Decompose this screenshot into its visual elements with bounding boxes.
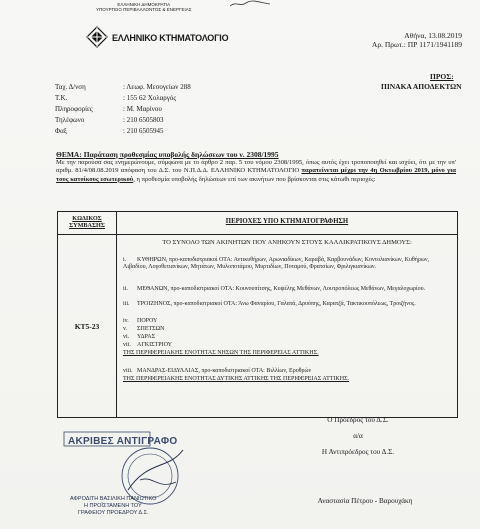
list-item: [123, 286, 453, 293]
list-item: [123, 318, 453, 325]
contact-key: Φαξ: [55, 127, 67, 135]
list-item: [123, 342, 453, 349]
contact-value: : 210 6505803: [123, 116, 164, 124]
areas-cell: [117, 235, 457, 417]
item-text: ΠΟΡΟΥ: [137, 318, 158, 324]
item-number: iv.: [123, 318, 129, 324]
contact-key: Τηλέφωνο: [55, 116, 85, 124]
signer-name: Αναστασία Πέτρου - Βαρουχάκη: [317, 497, 413, 505]
item-number: ii.: [123, 286, 128, 292]
contact-row: [55, 115, 191, 126]
list-item: [123, 334, 453, 341]
contract-code-cell: ΚΤ5-23: [58, 235, 117, 417]
table-row: [58, 235, 457, 417]
organization-name: ΕΛΛΗΝΙΚΟ ΚΤΗΜΑΤΟΛΟΓΙΟ: [112, 33, 229, 43]
contact-row: [55, 93, 191, 104]
contact-key: Πληροφορίες: [55, 105, 93, 113]
signer-title: Ο Πρόεδρος του Δ.Σ.: [327, 416, 389, 424]
signer-on-behalf: α/α: [353, 432, 363, 440]
header-areas: ΠΕΡΙΟΧΕΣ ΥΠΟ ΚΤΗΜΑΤΟΓΡΑΦΗΣΗ: [225, 218, 349, 225]
west-attica-regional-unit: ΤΗΣ ΠΕΡΙΦΕΡΕΙΑΚΗΣ ΕΝΟΤΗΤΑΣ ΔΥΤΙΚΗΣ ΑΤΤΙΚΗΣ ΤΗΣ ΠΕΡΙΦΕΡΕΙΑΣ ΑΤΤΙΚΗΣ.: [123, 376, 350, 382]
contact-value: : Λεωφ. Μεσογείων 288: [123, 83, 191, 91]
list-item: [123, 368, 453, 375]
contact-row: [55, 104, 191, 115]
protocol-number: Αρ. Πρωτ.: ΠΡ 1171/1941189: [371, 40, 462, 49]
stamp-office: ΓΡΑΦΕΙΟΥ ΠΡΟΕΔΡΟΥ Δ.Σ.: [78, 510, 149, 516]
body-text-part2: , η προθεσμία υποβολής δηλώσεων επί των ακινήτων που βρίσκονται στις κάτωθι περιοχές:: [133, 175, 376, 183]
stamp-name: ΑΦΡΟΔΙΤΗ ΒΑΣΙΛΙΚΗ ΠΑΝΙΩΤΙΚΟ: [70, 496, 157, 502]
recipients-value: ΠΙΝΑΚΑ ΑΠΟΔΕΚΤΩΝ: [381, 82, 462, 91]
item-text: ΣΠΕΤΣΩΝ: [137, 326, 165, 332]
item-number: iii.: [123, 301, 130, 307]
islands-regional-unit: ΤΗΣ ΠΕΡΙΦΕΡΕΙΑΚΗΣ ΕΝΟΤΗΤΑΣ ΝΗΣΩΝ ΤΗΣ ΠΕΡΙΦΕΡΕΙΑΣ ΑΤΤΙΚΗΣ.: [123, 350, 319, 356]
top-caption: [96, 2, 191, 12]
date-protocol-block: [362, 31, 462, 49]
recipients-label: ΠΡΟΣ:: [430, 72, 454, 81]
list-item: [123, 301, 453, 308]
ministry-caption: ΥΠΟΥΡΓΕΙΟ ΠΕΡΙΒΑΛΛΟΝΤΟΣ & ΕΝΕΡΓΕΙΑΣ: [96, 7, 192, 12]
stamp-role: Η ΠΡΟΪΣΤΑΜΕΝΗ ΤΟΥ: [84, 503, 142, 509]
areas-intro: ΤΟ ΣΥΝΟΛΟ ΤΩΝ ΑΚΙΝΗΤΩΝ ΠΟΥ ΑΝΗΚΟΥΝ ΣΤΟΥΣ ΚΑΛΛΙΚΡΑΤΙΚΟΥΣ ΔΗΜΟΥΣ:: [162, 239, 412, 246]
item-text: ΥΔΡΑΣ: [137, 334, 156, 340]
top-signature-scribble: [230, 0, 270, 8]
contact-row: [55, 82, 191, 93]
contact-key: Ταχ. Δ/νση: [55, 83, 86, 91]
contact-value: : 155 62 Χολαργός: [123, 94, 177, 102]
item-text: ΚΥΘΗΡΩΝ, προ-καποδιστριακοί ΟΤΑ: Αντικυθήρων, Αρωνιαδίκων, Καραβά, Καρβουνάδων, Κοντολιανίκων, Κυθήρων, Λιβαδίου, Λογοθετιανίκων, Μητάτων, Μυλοποτάμου, Μυρτιδίων, Ποταμού, Φρατσίων, Φριλιγκιανίκων.: [123, 257, 430, 271]
item-text: ΑΓΚΙΣΤΡΙΟΥ: [137, 342, 172, 348]
contact-details: [55, 82, 191, 137]
body-paragraph: [56, 159, 456, 184]
list-item: [123, 326, 453, 333]
contact-key: Τ.Κ.: [55, 94, 68, 102]
item-text: ΤΡΟΙΖΗΝΟΣ, προ-καποδιστριακοί ΟΤΑ: Άνω Φαναρίου, Γαλατά, Δρυόπης, Καρατζά, Τακτικουπόλεως, Τροιζήνος.: [137, 301, 416, 307]
subject-line: ΘΕΜΑ: Παράταση προθεσμίας υποβολής δηλώσεων του ν. 2308/1995: [56, 150, 279, 159]
stamp-title: ΑΚΡΙΒΕΣ ΑΝΤΙΓΡΑΦΟ: [68, 436, 178, 447]
contact-value: : Μ. Μαρίνου: [123, 105, 162, 113]
item-number: vi.: [123, 334, 130, 340]
item-number: viii.: [123, 368, 133, 374]
table-header: [58, 212, 457, 235]
areas-table: [57, 211, 458, 418]
contact-row: [55, 126, 191, 137]
body-emphasis: παρατείνεται μέχρι την 4η Οκτωβρίου 2019, μόνο για τους κατοίκους εσωτερικού: [56, 167, 456, 183]
cadastre-logo-icon: [86, 26, 108, 48]
signer-role: Η Αντιπρόεδρος του Δ.Σ.: [321, 448, 395, 456]
item-number: vii.: [123, 342, 131, 348]
body-text-part1: Με την παρούσα σας ενημερώνουμε, σύμφωνα με το άρθρο 2 παρ. 5 του νόμου 2308/1995, όπως αυτός έχει τροποποιηθεί και ισχύει, ότι με την υπ' αριθμ. 81/4/08.08.2019 απόφαση του Δ.Σ. του Ν.Π.Δ.Δ. ΕΛΛΗΝΙΚΟ ΚΤΗΜΑΤΟΛΟΓΙΟ: [56, 159, 456, 175]
header-contract-code: ΚΩΔΙΚΟΣ ΣΥΜΒΑΣΗΣ: [58, 212, 117, 234]
contact-value: : 210 6505945: [123, 127, 164, 135]
republic-caption: ΕΛΛΗΝΙΚΗ ΔΗΜΟΚΡΑΤΙΑ: [117, 2, 171, 7]
item-number: i.: [123, 257, 127, 263]
item-text: ΜΕΘΑΝΩΝ, προ-καποδιστριακοί ΟΤΑ: Κουνουπίτσης, Κυψέλης Μεθάνων, Λουτροπόλεως Μεθάνων, Μεγαλοχωρίου.: [137, 286, 426, 292]
list-item: [123, 257, 453, 272]
item-number: v.: [123, 326, 128, 332]
item-text: ΜΑΝΔΡΑΣ-ΕΙΔΥΛΛΙΑΣ, προ-καποδιστριακοί ΟΤΑ: Βιλλίων, Ερυθρών: [137, 368, 312, 374]
document-date: Αθήνα, 13.08.2019: [404, 31, 462, 40]
